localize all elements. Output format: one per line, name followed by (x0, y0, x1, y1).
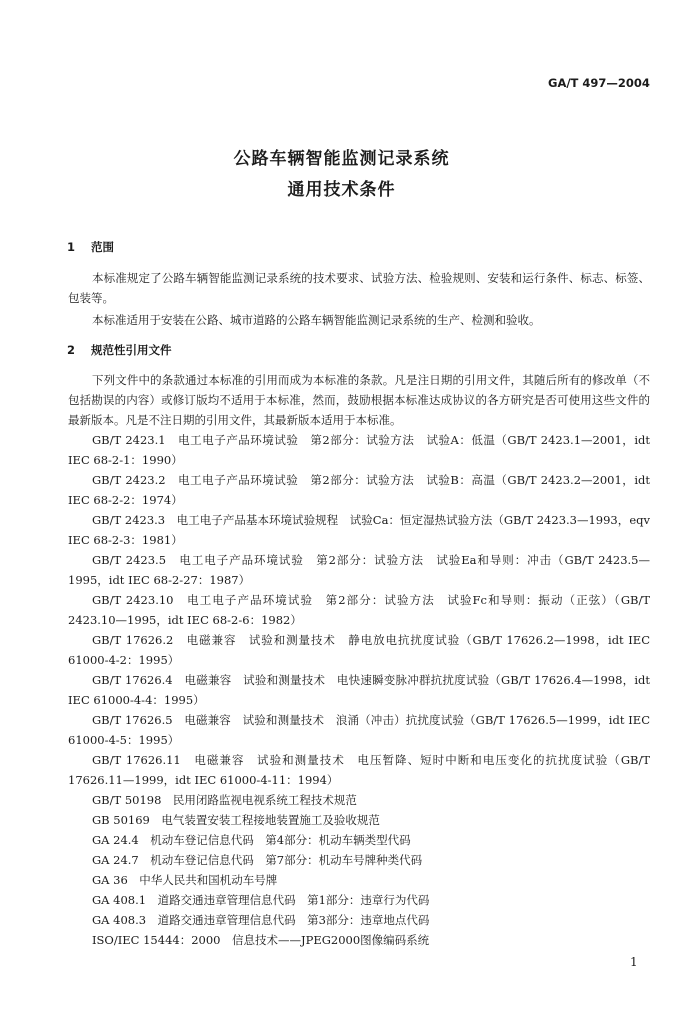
reference-item: GB/T 17626.5 电磁兼容 试验和测量技术 浪涌（冲击）抗扰度试验（GB/T 17626.5—1999，idt IEC 61000-4-5：1995） (68, 713, 650, 747)
reference-item: GA 24.7 机动车登记信息代码 第7部分：机动车号牌种类代码 (92, 853, 423, 867)
page-number: 1 (630, 955, 638, 969)
reference-item: GA 408.3 道路交通违章管理信息代码 第3部分：违章地点代码 (92, 913, 430, 927)
reference-item: ISO/IEC 15444：2000 信息技术——JPEG2000图像编码系统 (92, 933, 430, 947)
standard-number: GA/T 497—2004 (548, 76, 650, 90)
reference-item: GB/T 2423.5 电工电子产品环境试验 第2部分：试验方法 试验Ea和导则：冲击（GB/T 2423.5—1995，idt IEC 68-2-27：1987） (68, 553, 650, 587)
reference-item: GB/T 2423.10 电工电子产品环境试验 第2部分：试验方法 试验Fc和导则：振动（正弦）（GB/T 2423.10—1995，idt IEC 68-2-6：1982） (68, 593, 650, 627)
reference-item: GB/T 17626.2 电磁兼容 试验和测量技术 静电放电抗扰度试验（GB/T 17626.2—1998，idt IEC 61000-4-2：1995） (68, 633, 650, 667)
reference-item: GA 408.1 道路交通违章管理信息代码 第1部分：违章行为代码 (92, 893, 430, 907)
section-heading-normative-references (67, 342, 172, 358)
reference-list (68, 430, 650, 950)
section-title: 规范性引用文件 (91, 343, 172, 357)
reference-item: GA 36 中华人民共和国机动车号牌 (92, 873, 278, 887)
reference-item: GA 24.4 机动车登记信息代码 第4部分：机动车辆类型代码 (92, 833, 411, 847)
reference-item: GB/T 2423.3 电工电子产品基本环境试验规程 试验Ca：恒定湿热试验方法（GB/T 2423.3—1993，eqv IEC 68-2-3：1981） (68, 513, 650, 547)
scope-paragraph: 本标准适用于安装在公路、城市道路的公路车辆智能监测记录系统的生产、检测和验收。 (92, 313, 541, 327)
section-heading-scope (67, 239, 114, 255)
references-intro-paragraph: 下列文件中的条款通过本标准的引用而成为本标准的条款。凡是注日期的引用文件，其随后所有的修改单（不包括勘误的内容）或修订版均不适用于本标准，然而，鼓励根据本标准达成协议的各方研究是否可使用这些文件的最新版本。凡是不注日期的引用文件，其最新版本适用于本标准。 (68, 373, 650, 427)
reference-item: GB 50169 电气装置安装工程接地装置施工及验收规范 (92, 813, 380, 827)
reference-item: GB/T 2423.2 电工电子产品环境试验 第2部分：试验方法 试验B：高温（GB/T 2423.2—2001，idt IEC 68-2-2：1974） (68, 473, 650, 507)
reference-item: GB/T 2423.1 电工电子产品环境试验 第2部分：试验方法 试验A：低温（GB/T 2423.1—2001，idt IEC 68-2-1：1990） (68, 433, 650, 467)
scope-paragraph: 本标准规定了公路车辆智能监测记录系统的技术要求、试验方法、检验规则、安装和运行条件、标志、标签、包装等。 (68, 271, 650, 305)
section-number: 2 (67, 343, 76, 357)
document-title: 公路车辆智能监测记录系统 (233, 149, 450, 169)
section-number: 1 (67, 240, 76, 254)
reference-item: GB/T 50198 民用闭路监视电视系统工程技术规范 (92, 793, 357, 807)
document-subtitle: 通用技术条件 (287, 180, 396, 200)
reference-item: GB/T 17626.4 电磁兼容 试验和测量技术 电快速瞬变脉冲群抗扰度试验（GB/T 17626.4—1998，idt IEC 61000-4-4：1995） (68, 673, 650, 707)
reference-item: GB/T 17626.11 电磁兼容 试验和测量技术 电压暂降、短时中断和电压变化的抗扰度试验（GB/T 17626.11—1999，idt IEC 61000-4-11：1994） (68, 753, 650, 787)
section-title: 范围 (91, 240, 114, 254)
